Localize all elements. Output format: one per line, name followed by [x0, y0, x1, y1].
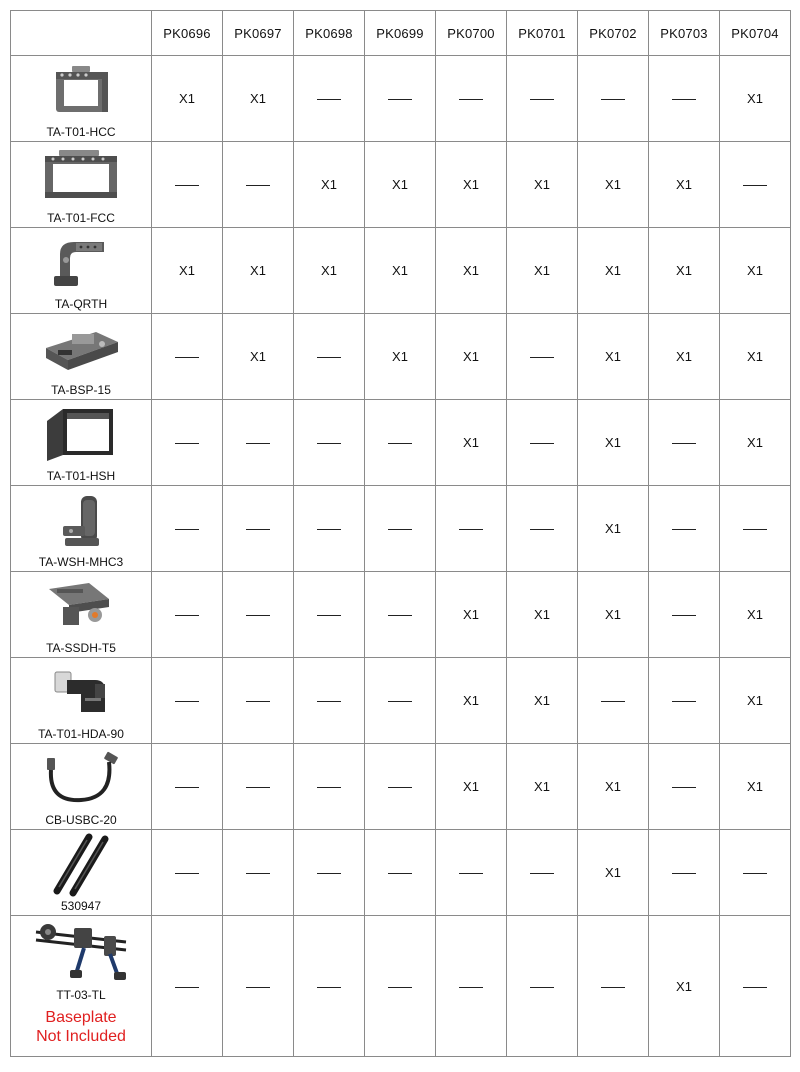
product-cell	[11, 314, 152, 400]
value-cell	[152, 400, 223, 486]
quantity-label: X1	[463, 349, 479, 364]
usb-cable-icon	[11, 748, 151, 808]
not-included-dash	[246, 529, 270, 530]
not-included-dash	[246, 987, 270, 988]
quantity-label: X1	[605, 607, 621, 622]
product-cell	[11, 142, 152, 228]
rods-icon	[11, 834, 151, 894]
value-cell	[649, 314, 720, 400]
quantity-label: X1	[534, 263, 550, 278]
baseplate-icon	[11, 318, 151, 378]
sun-hood-icon	[11, 404, 151, 464]
value-cell	[507, 486, 578, 572]
not-included-dash	[672, 787, 696, 788]
quantity-label: X1	[463, 435, 479, 450]
value-cell	[649, 486, 720, 572]
value-cell	[507, 142, 578, 228]
hdmi-adapter-icon	[11, 662, 151, 722]
table-body	[11, 56, 791, 1057]
value-cell	[294, 658, 365, 744]
product-cell	[11, 572, 152, 658]
quantity-label: X1	[676, 349, 692, 364]
value-cell	[223, 228, 294, 314]
value-cell	[436, 142, 507, 228]
value-cell	[152, 830, 223, 916]
value-cell	[294, 400, 365, 486]
not-included-dash	[317, 529, 341, 530]
value-cell	[507, 56, 578, 142]
not-included-dash	[672, 701, 696, 702]
baseplate-note-line: Not Included	[36, 1028, 126, 1045]
not-included-dash	[530, 443, 554, 444]
not-included-dash	[246, 787, 270, 788]
quantity-label: X1	[463, 693, 479, 708]
value-cell	[578, 916, 649, 1057]
value-cell	[720, 572, 791, 658]
value-cell	[152, 142, 223, 228]
value-cell	[649, 400, 720, 486]
not-included-dash	[530, 987, 554, 988]
quantity-label: X1	[179, 91, 195, 106]
not-included-dash	[246, 873, 270, 874]
product-code: TA-T01-HDA-90	[38, 727, 124, 741]
not-included-dash	[317, 787, 341, 788]
not-included-dash	[743, 529, 767, 530]
value-cell	[578, 572, 649, 658]
value-cell	[720, 400, 791, 486]
quantity-label: X1	[321, 263, 337, 278]
column-header: PK0698	[294, 11, 365, 56]
not-included-dash	[175, 873, 199, 874]
table-row	[11, 228, 791, 314]
baseplate-note	[11, 1008, 151, 1046]
not-included-dash	[175, 529, 199, 530]
not-included-dash	[459, 99, 483, 100]
quantity-label: X1	[534, 693, 550, 708]
value-cell	[436, 916, 507, 1057]
value-cell	[365, 916, 436, 1057]
product-code: TA-T01-HCC	[46, 125, 116, 139]
product-code: TT-03-TL	[56, 988, 106, 1002]
not-included-dash	[672, 99, 696, 100]
quantity-label: X1	[605, 779, 621, 794]
not-included-dash	[743, 987, 767, 988]
not-included-dash	[530, 873, 554, 874]
quantity-label: X1	[250, 349, 266, 364]
value-cell	[436, 314, 507, 400]
table-row	[11, 916, 791, 1057]
value-cell	[294, 228, 365, 314]
quantity-label: X1	[605, 349, 621, 364]
value-cell	[365, 228, 436, 314]
not-included-dash	[175, 357, 199, 358]
value-cell	[294, 572, 365, 658]
value-cell	[649, 56, 720, 142]
value-cell	[365, 142, 436, 228]
quantity-label: X1	[605, 263, 621, 278]
value-cell	[720, 228, 791, 314]
value-cell	[436, 830, 507, 916]
value-cell	[436, 228, 507, 314]
compatibility-table	[10, 10, 791, 1057]
value-cell	[223, 400, 294, 486]
value-cell	[152, 572, 223, 658]
header-row	[11, 11, 791, 56]
quantity-label: X1	[534, 607, 550, 622]
column-header: PK0700	[436, 11, 507, 56]
value-cell	[507, 228, 578, 314]
value-cell	[578, 228, 649, 314]
not-included-dash	[672, 443, 696, 444]
product-code: TA-BSP-15	[51, 383, 111, 397]
not-included-dash	[317, 357, 341, 358]
table-row	[11, 658, 791, 744]
value-cell	[578, 744, 649, 830]
quantity-label: X1	[747, 349, 763, 364]
value-cell	[720, 486, 791, 572]
value-cell	[294, 744, 365, 830]
value-cell	[223, 56, 294, 142]
quantity-label: X1	[605, 865, 621, 880]
quantity-label: X1	[463, 263, 479, 278]
value-cell	[294, 56, 365, 142]
column-header: PK0696	[152, 11, 223, 56]
value-cell	[649, 830, 720, 916]
not-included-dash	[388, 443, 412, 444]
top-handle-icon	[11, 232, 151, 292]
product-cell	[11, 228, 152, 314]
not-included-dash	[175, 701, 199, 702]
not-included-dash	[175, 185, 199, 186]
not-included-dash	[388, 787, 412, 788]
value-cell	[223, 658, 294, 744]
table-row	[11, 486, 791, 572]
quantity-label: X1	[747, 779, 763, 794]
not-included-dash	[317, 873, 341, 874]
not-included-dash	[672, 873, 696, 874]
product-code: TA-T01-FCC	[47, 211, 115, 225]
value-cell	[436, 572, 507, 658]
quantity-label: X1	[747, 607, 763, 622]
quantity-label: X1	[392, 349, 408, 364]
value-cell	[720, 744, 791, 830]
product-cell	[11, 658, 152, 744]
value-cell	[223, 830, 294, 916]
not-included-dash	[601, 99, 625, 100]
quantity-label: X1	[534, 779, 550, 794]
product-cell	[11, 56, 152, 142]
header-corner-cell	[11, 11, 152, 56]
ssd-holder-icon	[11, 576, 151, 636]
quantity-label: X1	[463, 779, 479, 794]
not-included-dash	[459, 987, 483, 988]
not-included-dash	[459, 529, 483, 530]
not-included-dash	[317, 987, 341, 988]
value-cell	[578, 658, 649, 744]
product-code: CB-USBC-20	[45, 813, 117, 827]
not-included-dash	[388, 701, 412, 702]
not-included-dash	[601, 987, 625, 988]
product-code: 530947	[60, 899, 102, 913]
value-cell	[152, 486, 223, 572]
not-included-dash	[530, 529, 554, 530]
quantity-label: X1	[676, 263, 692, 278]
not-included-dash	[388, 987, 412, 988]
not-included-dash	[388, 529, 412, 530]
quantity-label: X1	[676, 177, 692, 192]
value-cell	[152, 228, 223, 314]
quantity-label: X1	[463, 177, 479, 192]
baseplate-note-line: Baseplate	[45, 1009, 117, 1026]
not-included-dash	[672, 615, 696, 616]
value-cell	[649, 142, 720, 228]
column-header: PK0699	[365, 11, 436, 56]
value-cell	[507, 572, 578, 658]
not-included-dash	[388, 873, 412, 874]
quantity-label: X1	[534, 177, 550, 192]
value-cell	[578, 142, 649, 228]
value-cell	[720, 142, 791, 228]
not-included-dash	[530, 357, 554, 358]
value-cell	[294, 916, 365, 1057]
compatibility-table-wrapper	[10, 10, 791, 1057]
value-cell	[436, 400, 507, 486]
not-included-dash	[246, 701, 270, 702]
side-handle-icon	[11, 490, 151, 550]
quantity-label: X1	[179, 263, 195, 278]
value-cell	[507, 916, 578, 1057]
not-included-dash	[601, 701, 625, 702]
not-included-dash	[672, 529, 696, 530]
value-cell	[152, 56, 223, 142]
not-included-dash	[317, 615, 341, 616]
quantity-label: X1	[747, 693, 763, 708]
not-included-dash	[175, 787, 199, 788]
value-cell	[578, 400, 649, 486]
product-code: TA-WSH-MHC3	[38, 555, 124, 569]
column-header: PK0704	[720, 11, 791, 56]
value-cell	[578, 56, 649, 142]
value-cell	[365, 658, 436, 744]
product-cell	[11, 916, 152, 1057]
quantity-label: X1	[747, 91, 763, 106]
value-cell	[365, 744, 436, 830]
table-row	[11, 400, 791, 486]
table-row	[11, 572, 791, 658]
not-included-dash	[388, 99, 412, 100]
product-cell	[11, 400, 152, 486]
column-header: PK0701	[507, 11, 578, 56]
value-cell	[436, 658, 507, 744]
quantity-label: X1	[250, 263, 266, 278]
quantity-label: X1	[392, 263, 408, 278]
value-cell	[223, 486, 294, 572]
value-cell	[436, 56, 507, 142]
quantity-label: X1	[747, 435, 763, 450]
value-cell	[294, 830, 365, 916]
value-cell	[294, 142, 365, 228]
not-included-dash	[175, 443, 199, 444]
not-included-dash	[459, 873, 483, 874]
value-cell	[649, 744, 720, 830]
value-cell	[223, 142, 294, 228]
value-cell	[507, 830, 578, 916]
value-cell	[152, 916, 223, 1057]
value-cell	[152, 658, 223, 744]
value-cell	[578, 486, 649, 572]
value-cell	[223, 916, 294, 1057]
quantity-label: X1	[605, 177, 621, 192]
not-included-dash	[246, 443, 270, 444]
value-cell	[720, 56, 791, 142]
value-cell	[507, 658, 578, 744]
value-cell	[649, 916, 720, 1057]
value-cell	[649, 658, 720, 744]
column-header: PK0702	[578, 11, 649, 56]
not-included-dash	[246, 615, 270, 616]
not-included-dash	[317, 99, 341, 100]
quantity-label: X1	[605, 521, 621, 536]
quantity-label: X1	[392, 177, 408, 192]
product-cell	[11, 744, 152, 830]
not-included-dash	[743, 873, 767, 874]
column-header: PK0703	[649, 11, 720, 56]
half-cage-icon	[11, 60, 151, 120]
product-code: TA-QRTH	[54, 297, 108, 311]
value-cell	[578, 314, 649, 400]
column-header: PK0697	[223, 11, 294, 56]
quantity-label: X1	[747, 263, 763, 278]
not-included-dash	[246, 185, 270, 186]
value-cell	[223, 314, 294, 400]
product-code: TA-T01-HSH	[46, 469, 116, 483]
value-cell	[365, 572, 436, 658]
value-cell	[152, 314, 223, 400]
not-included-dash	[530, 99, 554, 100]
value-cell	[578, 830, 649, 916]
value-cell	[507, 744, 578, 830]
value-cell	[436, 486, 507, 572]
not-included-dash	[175, 615, 199, 616]
value-cell	[294, 486, 365, 572]
not-included-dash	[743, 185, 767, 186]
value-cell	[720, 658, 791, 744]
value-cell	[436, 744, 507, 830]
value-cell	[152, 744, 223, 830]
quantity-label: X1	[676, 978, 692, 994]
table-row	[11, 744, 791, 830]
value-cell	[720, 916, 791, 1057]
value-cell	[294, 314, 365, 400]
follow-focus-rig-icon	[11, 920, 151, 980]
not-included-dash	[317, 443, 341, 444]
value-cell	[720, 830, 791, 916]
value-cell	[507, 314, 578, 400]
value-cell	[365, 400, 436, 486]
full-cage-icon	[11, 146, 151, 206]
quantity-label: X1	[321, 177, 337, 192]
value-cell	[649, 572, 720, 658]
value-cell	[507, 400, 578, 486]
value-cell	[365, 486, 436, 572]
table-row	[11, 142, 791, 228]
not-included-dash	[175, 987, 199, 988]
product-code: TA-SSDH-T5	[46, 641, 116, 655]
value-cell	[720, 314, 791, 400]
not-included-dash	[317, 701, 341, 702]
quantity-label: X1	[463, 607, 479, 622]
value-cell	[223, 572, 294, 658]
product-cell	[11, 486, 152, 572]
value-cell	[365, 314, 436, 400]
quantity-label: X1	[605, 435, 621, 450]
value-cell	[223, 744, 294, 830]
value-cell	[365, 56, 436, 142]
table-row	[11, 830, 791, 916]
not-included-dash	[388, 615, 412, 616]
value-cell	[365, 830, 436, 916]
table-row	[11, 314, 791, 400]
product-cell	[11, 830, 152, 916]
value-cell	[649, 228, 720, 314]
table-row	[11, 56, 791, 142]
quantity-label: X1	[250, 91, 266, 106]
